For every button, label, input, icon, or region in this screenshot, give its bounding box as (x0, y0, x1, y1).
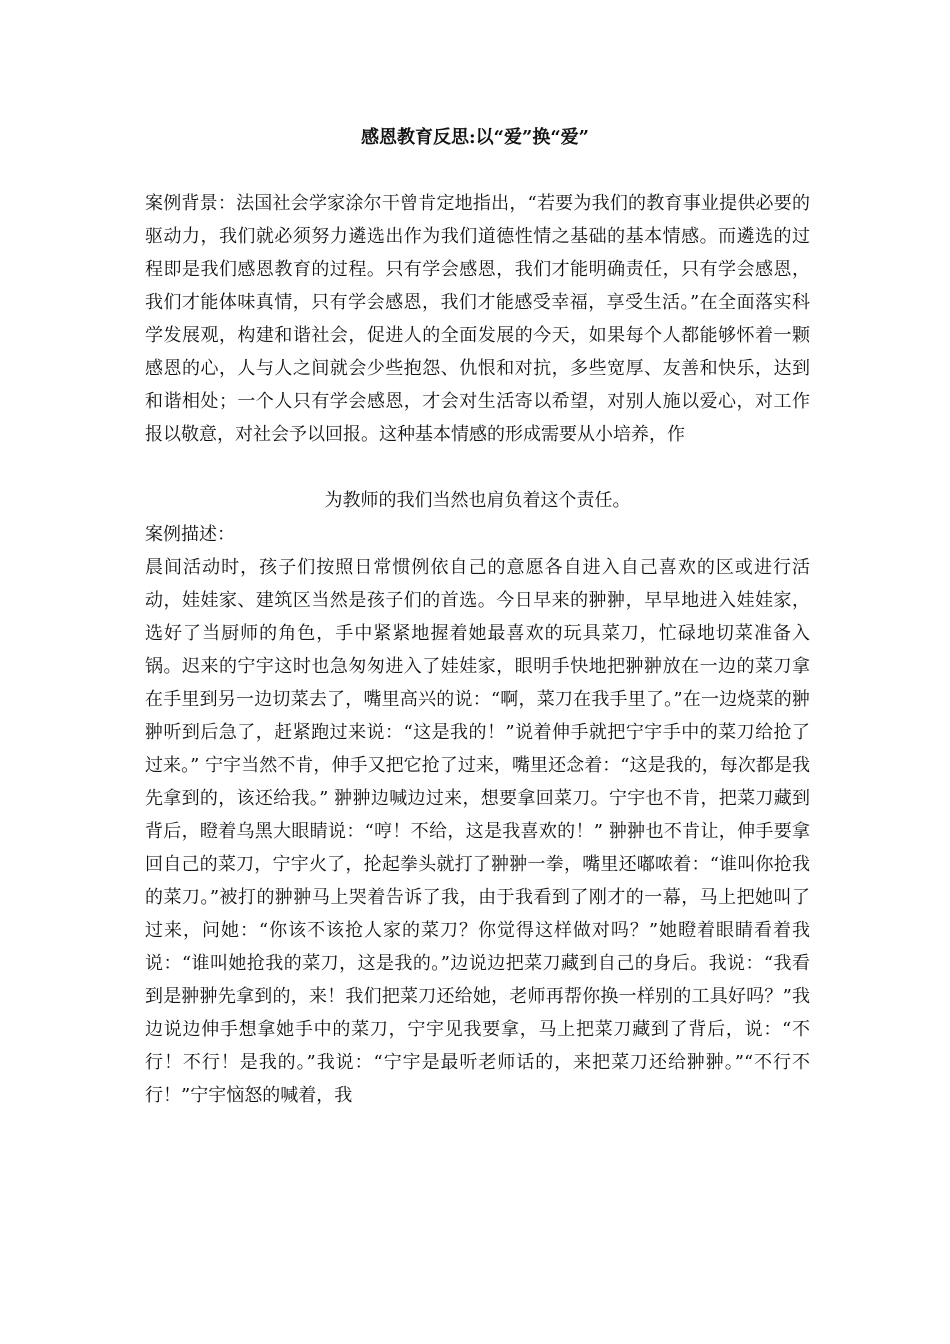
background-paragraph: 案例背景：法国社会学家涂尔干曾肯定地指出，“若要为我们的教育事业提供必要的驱动力，我们就必须努力遴选出作为我们道德性情之基础的基本情感。而遴选的过程即是我们感恩教育的过程。只有学会感恩，我们才能明确责任，只有学会感恩，我们才能体味真情，只有学会感恩，我们才能感受幸福，享受生活。”在全面落实科学发展观，构建和谐社会，促进人的全面发展的今天，如果每个人都能够怀着一颗感恩的心，人与人之间就会少些抱怨、仇恨和对抗，多些宽厚、友善和快乐，达到和谐相处；一个人只有学会感恩，才会对生活寄以希望，对别人施以爱心，对工作报以敬意，对社会予以回报。这种基本情感的形成需要从小培养，作 (145, 193, 810, 445)
background-last-line: 为教师的我们当然也肩负着这个责任。 (324, 490, 631, 511)
description-label: 案例描述： (145, 524, 235, 545)
document-title: 感恩教育反思:以“爱”换“爱” (360, 127, 590, 148)
description-paragraph: 晨间活动时，孩子们按照日常惯例依自己的意愿各自进入自己喜欢的区或进行活动，娃娃家、建筑区当然是孩子们的首选。今日早来的翀翀，早早地进入娃娃家，选好了当厨师的角色，手中紧紧地握着她最喜欢的玩具菜刀，忙碌地切菜准备入锅。迟来的宁宇这时也急匆匆进入了娃娃家，眼明手快地把翀翀放在一边的菜刀拿在手里到另一边切菜去了，嘴里高兴的说：“啊，菜刀在我手里了。”在一边烧菜的翀翀听到后急了，赶紧跑过来说：“这是我的！”说着伸手就把宁宇手中的菜刀给抢了过来。” 宁宇当然不肯，伸手又把它抢了过来，嘴里还念着：“这是我的，每次都是我先拿到的，该还给我。” 翀翀边喊边过来，想要拿回菜刀。宁宇也不肯，把菜刀藏到背后，瞪着乌黑大眼睛说：“哼！不给，这是我喜欢的！” 翀翀也不肯让，伸手要拿回自己的菜刀，宁宇火了，抡起拳头就打了翀翀一拳，嘴里还嘟哝着：“谁叫你抢我的菜刀。”被打的翀翀马上哭着告诉了我，由于我看到了刚才的一幕，马上把她叫了过来，问她：“你该不该抢人家的菜刀？你觉得这样做对吗？”她瞪着眼睛看着我说：“谁叫她抢我的菜刀，这是我的。”边说边把菜刀藏到自己的身后。我说：“我看到是翀翀先拿到的，来！我们把菜刀还给她，老师再帮你换一样别的工具好吗？”我边说边伸手想拿她手中的菜刀，宁宇见我要拿，马上把菜刀藏到了背后，说：“不行！不行！是我的。”我说：“宁宇是最听老师话的，来把菜刀还给翀翀。”“不行不行！”宁宇恼怒的喊着，我 (145, 557, 810, 1106)
